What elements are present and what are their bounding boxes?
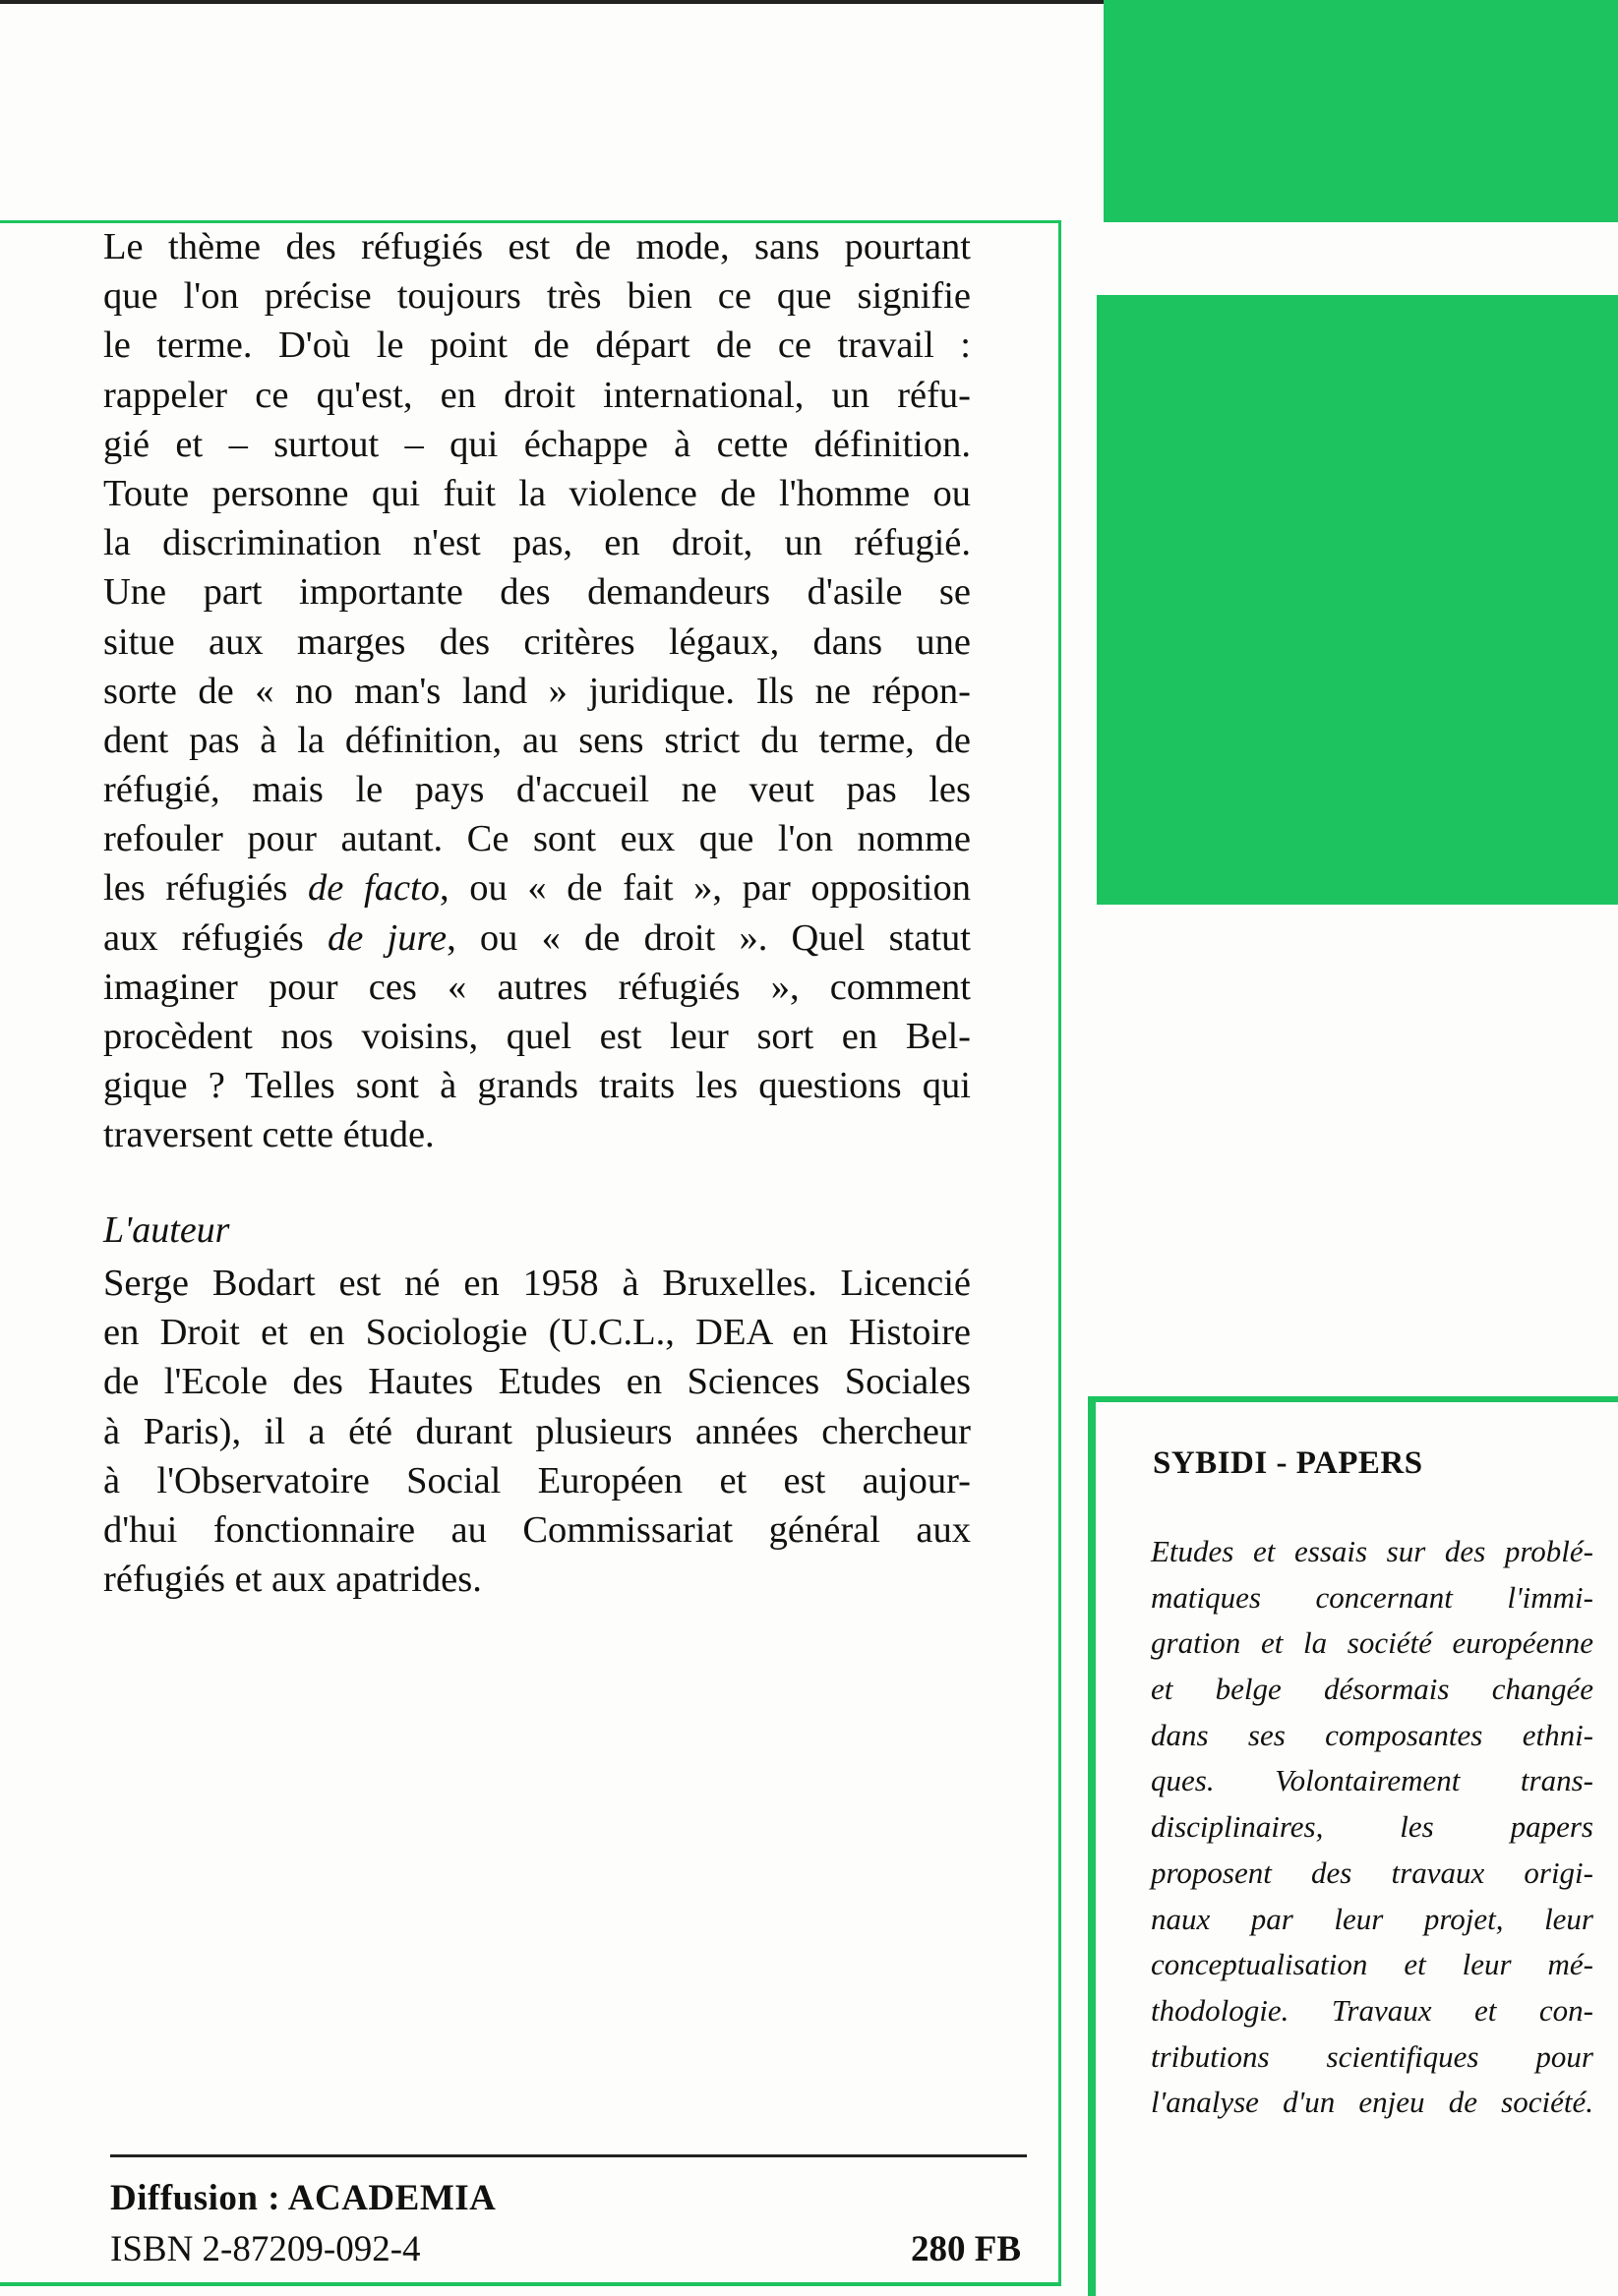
series-title: SYBIDI - PAPERS — [1153, 1445, 1423, 1481]
text-segment: les réfugiés — [103, 867, 309, 910]
text-line: traversent cette étude. — [103, 1114, 435, 1156]
text-line: refouler pour autant. Ce sont eux que l'on nomme — [103, 818, 971, 860]
price: 280 FB — [910, 2229, 1021, 2269]
text-line: gié et – surtout – qui échappe à cette définition. — [103, 423, 971, 465]
author-heading: L'auteur — [103, 1209, 230, 1251]
text-line — [103, 913, 971, 963]
text-line: que l'on précise toujours très bien ce que signifie — [103, 275, 971, 318]
text-line: Toute personne qui fuit la violence de l'homme ou — [103, 472, 971, 514]
author-bio — [103, 1259, 971, 1604]
text-line: réfugiés et aux apatrides. — [103, 1559, 482, 1601]
text-line — [103, 863, 971, 913]
distributor: Diffusion : ACADEMIA — [110, 2178, 497, 2218]
text-line: Etudes et essais sur des problé- — [1151, 1534, 1593, 1568]
top-edge-line — [0, 0, 1107, 4]
italic-term: de jure — [327, 916, 448, 959]
summary-text — [103, 222, 971, 1160]
text-line: dent pas à la définition, au sens strict du terme, de — [103, 719, 971, 761]
text-line: rappeler ce qu'est, en droit international, un réfu- — [103, 374, 971, 416]
isbn: ISBN 2-87209-092-4 — [110, 2229, 421, 2269]
text-segment: , ou « de droit ». Quel statut — [447, 916, 971, 959]
footer-rule — [110, 2154, 1027, 2157]
text-line: ques. Volontairement trans- — [1151, 1763, 1593, 1798]
text-line: dans ses composantes ethni- — [1151, 1717, 1593, 1752]
text-line: Serge Bodart est né en 1958 à Bruxelles. Licencié — [103, 1263, 971, 1304]
text-line: l'analyse d'un enjeu de société. — [1151, 2085, 1593, 2120]
text-line: gration et la société européenne — [1151, 1625, 1593, 1661]
text-segment: , ou « de fait », par opposition — [439, 867, 972, 910]
text-line: Le thème des réfugiés est de mode, sans pourtant — [103, 226, 971, 267]
text-line: d'hui fonctionnaire au Commissariat général aux — [103, 1508, 971, 1551]
text-segment: aux réfugiés — [103, 916, 328, 959]
text-line: à l'Observatoire Social Européen et est aujour- — [103, 1459, 971, 1501]
text-line: tributions scientifiques pour — [1151, 2038, 1593, 2074]
text-line: sorte de « no man's land » juridique. Ils ne répon- — [103, 670, 971, 712]
text-line: de l'Ecole des Hautes Etudes en Sciences Sociales — [103, 1361, 971, 1403]
series-description — [1151, 1529, 1593, 2126]
text-line: et belge désormais changée — [1151, 1672, 1593, 1707]
green-block-top — [1104, 0, 1618, 222]
text-line: situe aux marges des critères légaux, dans une — [103, 620, 971, 663]
italic-term: de facto — [308, 867, 440, 910]
text-line: procèdent nos voisins, quel est leur sort en Bel- — [103, 1016, 971, 1057]
text-line: conceptualisation et leur mé- — [1151, 1947, 1593, 1982]
text-line: réfugié, mais le pays d'accueil ne veut pas les — [103, 769, 971, 811]
green-block-middle — [1097, 295, 1618, 905]
text-line: thodologie. Travaux et con- — [1151, 1992, 1593, 2028]
text-line: Une part importante des demandeurs d'asile se — [103, 571, 971, 614]
text-line: gique ? Telles sont à grands traits les questions qui — [103, 1065, 971, 1107]
text-line: imaginer pour ces « autres réfugiés », comment — [103, 966, 971, 1008]
text-line: disciplinaires, les papers — [1151, 1809, 1593, 1845]
text-line: naux par leur projet, leur — [1151, 1901, 1593, 1936]
text-line: le terme. D'où le point de départ de ce travail : — [103, 324, 971, 367]
text-line: matiques concernant l'immi- — [1151, 1579, 1593, 1615]
text-line: à Paris), il a été durant plusieurs années chercheur — [103, 1410, 971, 1452]
text-line: en Droit et en Sociologie (U.C.L., DEA en Histoire — [103, 1312, 971, 1354]
text-line: proposent des travaux origi- — [1151, 1854, 1593, 1890]
text-line: la discrimination n'est pas, en droit, un réfugié. — [103, 522, 971, 564]
